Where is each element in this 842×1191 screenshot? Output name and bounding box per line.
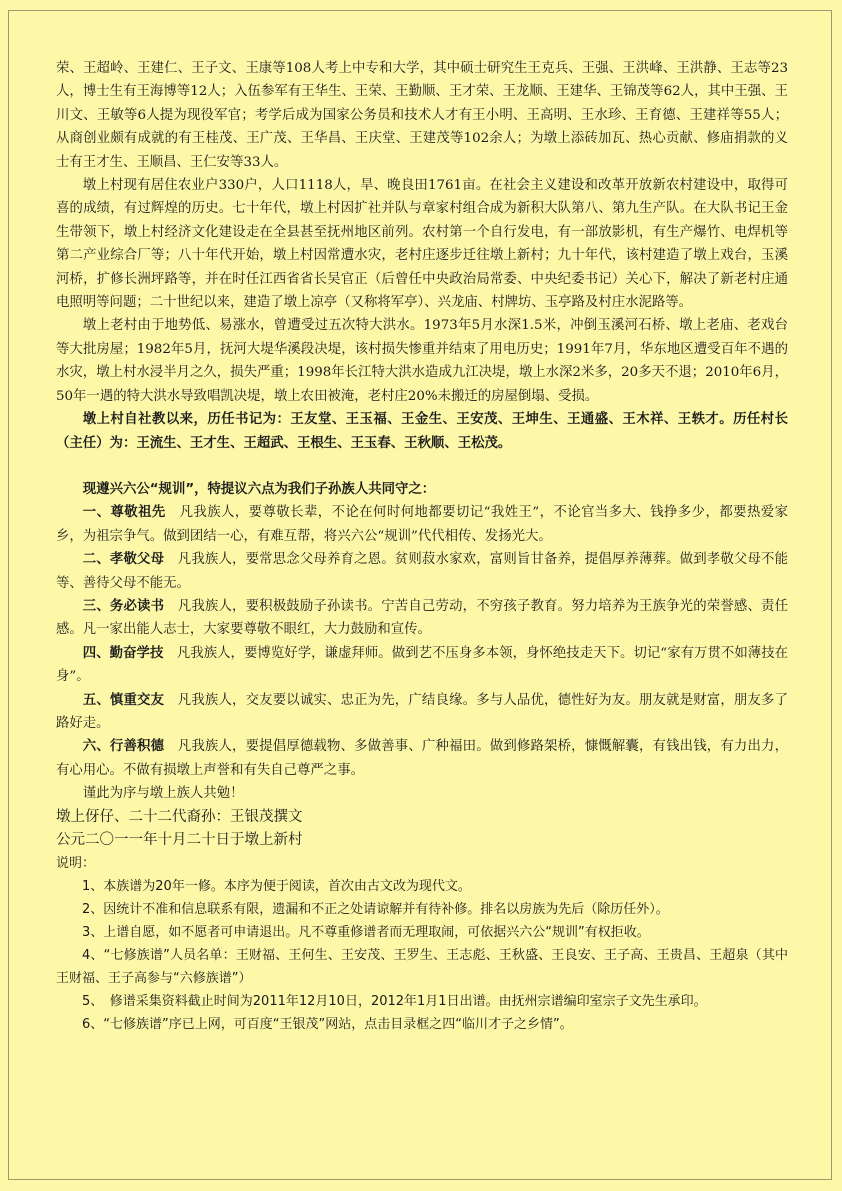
- rule-text: 凡我族人，要常思念父母养育之恩。贫则菽水家欢，富则旨甘备养，提倡厚养薄葬。做到孝敬父母不能等、善待父母不能无。: [56, 552, 789, 591]
- leaders-paragraph: 墩上村自社教以来，历任书记为：王友堂、王玉福、王金生、王安茂、王坤生、王通盛、王木祥、王轶才。历任村长（主任）为：王流生、王才生、王超武、王根生、王玉春、王秋顺、王松茂。: [56, 412, 788, 451]
- rule-6: [56, 735, 788, 782]
- note-item: 5、 修谱采集资料截止时间为2011年12月10日，2012年1月1日出谱。由抚州宗谱编印室宗子文先生承印。: [82, 994, 707, 1010]
- rule-title: 二、孝敬父母: [82, 552, 165, 568]
- rule-title: 三、务必读书: [82, 598, 165, 614]
- signature-date: 公元二〇一一年十月二十日于墩上新村: [56, 832, 303, 848]
- rule-text: 凡我族人，要尊敬长辈，不论在何时何地都要切记“我姓王”，不论官当多大、钱挣多少，都要热爱家乡，为祖宗争气。做到团结一心，有难互帮，将兴六公“规训”代代相传、发扬光大。: [56, 505, 789, 544]
- rule-title: 六、行善积德: [82, 739, 165, 755]
- rule-5: [56, 689, 788, 736]
- rule-title: 四、勤奋学技: [82, 645, 164, 661]
- rule-title: 一、尊敬祖先: [82, 505, 166, 521]
- note-item: 1、本族谱为20年一修。本序为便于阅读，首次由古文改为现代文。: [82, 879, 471, 895]
- rule-2: [56, 548, 788, 595]
- spacer: [56, 455, 788, 478]
- notes-section: [56, 852, 788, 1036]
- paragraph-3: 墩上老村由于地势低、易涨水，曾遭受过五次特大洪水。1973年5月水深1.5米，冲倒玉溪河石桥、墩上老庙、老戏台等大批房屋；1982年5月，抚河大堤华溪段决堤，该村损失惨重并结束了用电历史；1991年7月，华东地区遭受百年不遇的水灾，墩上村水浸半月之久，损失严重；1998年长江特大洪水造成九江决堤，墩上水深2米多，20多天不退；2010年6月，50年一遇的特大洪水导致唱凯决堤，墩上农田被淹，老村庄20%未搬迁的房屋倒塌、受损。: [56, 318, 788, 404]
- rule-3: [56, 595, 788, 642]
- note-item: 4、“七修族谱”人员名单：王财福、王何生、王安茂、王罗生、王志彪、王秋盛、王良安、王子高、王贵昌、王超泉（其中王财福、王子高参与“六修族谱”）: [56, 948, 788, 987]
- rule-4: [56, 642, 788, 689]
- paragraph-1: 荣、王超岭、王建仁、王子文、王康等108人考上中专和大学，其中硕士研究生王克兵、王强、王洪峰、王洪静、王志等23人，博士生有王海博等12人；入伍参军有王华生、王荣、王勤顺、王才荣、王龙顺、王建华、王锦茂等62人，其中王强、王川文、王敏等6人提为现役军官；考学后成为国家公务员和技术人才有王小明、王高明、王水珍、王育德、王建祥等55人；从商创业颇有成就的有王桂茂、王广茂、王华昌、王庆堂、王建茂等102余人；为墩上添砖加瓦、热心贡献、修庙捐款的义士有王才生、王顺昌、王仁安等33人。: [56, 61, 788, 170]
- note-item: 6、“七修族谱”序已上网，可百度“王银茂”网站，点击目录框之四“临川才子之乡情”。: [82, 1017, 573, 1033]
- rule-text: 凡我族人，要提倡厚德载物、多做善事、广种福田。做到修路架桥，慷慨解囊，有钱出钱，有力出力，有心用心。不做有损墩上声誉和有失自己尊严之事。: [56, 739, 789, 778]
- rule-1: [56, 501, 788, 548]
- rule-text: 凡我族人，交友要以诚实、忠正为先，广结良缘。多与人品优，德性好为友。朋友就是财富，朋友多了路好走。: [56, 692, 789, 731]
- rule-text: 凡我族人，要积极鼓励子孙读书。宁苦自己劳动，不穷孩子教育。努力培养为王族争光的荣誉感、责任感。凡一家出能人志士，大家要尊敬不眼红，大力鼓励和宣传。: [56, 598, 789, 638]
- notes-heading: 说明：: [56, 856, 96, 872]
- document-body: [56, 57, 788, 1036]
- rule-title: 五、慎重交友: [82, 692, 165, 708]
- rules-intro: 现遵兴六公“规训”，特提议六点为我们子孙族人共同守之：: [82, 481, 436, 497]
- author-signature: 墩上伢仔、二十二代裔孙：王银茂撰文: [56, 808, 303, 825]
- note-item: 3、上谱自愿，如不愿者可申请退出。凡不尊重修谱者而无理取闹，可依据兴六公“规训”有权拒收。: [82, 925, 650, 941]
- rule-text: 凡我族人，要博览好学，谦虚拜师。做到艺不压身多本领，身怀绝技走天下。切记“家有万贯不如薄技在身”。: [56, 645, 789, 685]
- closing-line: 谨此为序与墩上族人共勉！: [82, 786, 244, 802]
- note-item: 2、因统计不准和信息联系有限，遗漏和不正之处请谅解并有待补修。排名以房族为先后（除历任外）。: [82, 902, 669, 918]
- paragraph-2: 墩上村现有居住农业户330户，人口1118人，旱、晚良田1761亩。在社会主义建设和改革开放新农村建设中，取得可喜的成绩，有过辉煌的历史。七十年代，墩上村因扩社并队与章家村组合成为新积大队第八、第九生产队。在大队书记王金生带领下，墩上村经济文化建设走在全县甚至抚州地区前列。农村第一个自行发电，有一部放影机，有生产爆竹、电焊机等第二产业综合厂等；八十年代开始，墩上村因常遭水灾，老村庄逐步迁往墩上新村；九十年代，该村建造了墩上戏台，玉溪河桥，扩修长洲坪路等，并在时任江西省省长吴官正（后曾任中央政治局常委、中央纪委书记）关心下，解决了新老村庄通电照明等问题；二十世纪以来，建造了墩上凉亭（又称将军亭）、兴龙庙、村牌坊、玉亭路及村庄水泥路等。: [56, 178, 788, 311]
